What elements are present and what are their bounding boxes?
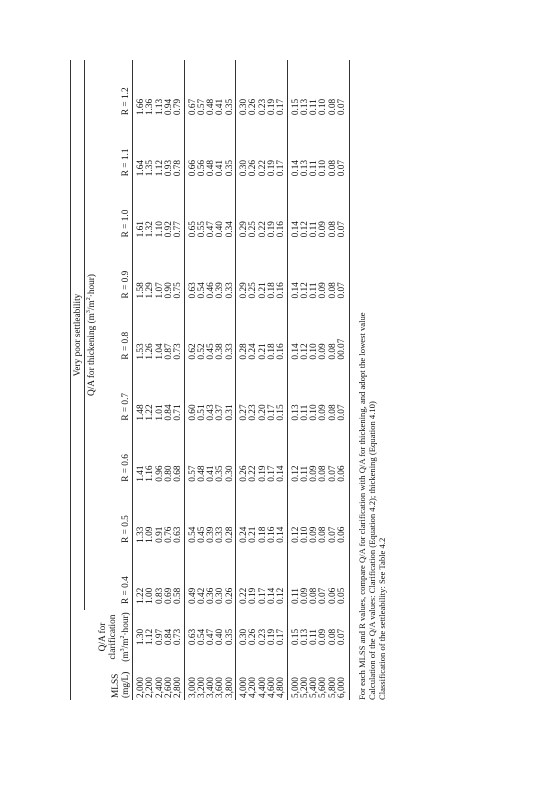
thickening-cell: 1.36 [145,98,156,116]
thickening-cell: 0.68 [173,465,184,482]
thickening-cell: 1.00 [145,587,156,604]
clarification-cell: 0.26 [248,628,259,646]
thickening-cell: 0.21 [257,282,268,299]
thickening-cell: 0.75 [173,282,184,299]
table-row [329,60,338,700]
thickening-cell: 0.21 [248,526,259,543]
thickening-cell: 1.12 [154,159,165,177]
thickening-cell: 1.04 [154,343,165,360]
header-r-value: R = 0.5 [98,488,133,549]
thickening-cell: 0.12 [299,343,310,360]
table-row [277,60,287,700]
thickening-cell: 0.17 [266,404,277,421]
table-row [198,60,207,700]
thickening-cell: 0.26 [224,587,235,604]
superheader: Very poor settleability [72,293,83,377]
thickening-cell: 0.22 [257,221,268,238]
thickening-cell: 0.96 [154,465,165,482]
thickening-cell: 0.08 [327,98,338,116]
mlss-cell: 3,400 [206,677,217,698]
thickening-cell: 0.07 [337,98,348,116]
thickening-cell: 0.13 [299,98,310,116]
clarification-cell: 0.73 [173,628,184,646]
thickening-cell: 0.41 [206,465,217,482]
mlss-cell: 4,600 [266,677,277,698]
header-mlss-line: MLSS [111,673,122,698]
thickening-cell: 1.33 [136,526,147,543]
thickening-cell: 0.30 [215,587,226,604]
thickening-cell: 0.12 [299,221,310,238]
thickening-cell: 0.37 [215,404,226,421]
thickening-cell: 0.76 [163,526,174,543]
thickening-subheader: Q/A for thickening $(m^3/m^2\cdot hour)$ [85,60,99,610]
thickening-cell: 0.10 [318,98,329,116]
note-line: For each MLSS and R values, compare Q/A for clarification with Q/A for thickening, and adopt the lowest value [357,312,368,700]
thickening-cell: 0.93 [163,159,174,177]
thickening-cell: 0.22 [257,159,268,177]
thickening-cell: 0.07 [337,159,348,177]
thickening-cell: 0.90 [163,282,174,299]
mlss-cell: 2,400 [154,677,165,698]
thickening-cell: 0.19 [248,587,259,604]
thickening-cell: 0.54 [196,282,207,299]
thickening-cell: 0.06 [327,587,338,604]
thickening-cell: 0.28 [239,343,250,360]
mlss-cell: 4,000 [239,677,250,698]
thickening-cell: 0.07 [337,404,348,421]
mlss-cell: 4,400 [257,677,268,698]
thickening-cell: 0.16 [276,343,287,360]
thickening-cell: 0.19 [266,159,277,177]
thickening-cell: 0.24 [239,526,250,543]
thickening-cell: 0.49 [187,587,198,604]
thickening-cell: 0.35 [224,159,235,177]
table-notes [358,60,387,700]
thickening-cell: 0.80 [163,465,174,482]
thickening-cell: 0.67 [187,98,198,116]
header-r-value: R = 1.1 [98,121,133,182]
clarification-cell: 1.30 [136,628,147,646]
thickening-cell: 0.12 [290,526,301,543]
note-line: Calculation of the Q/A values: Clarification (Equation 4.2); thickening (Equation 4.10) [366,401,377,700]
thickening-cell: 0.66 [187,159,198,177]
clarification-cell: 0.08 [327,628,338,646]
header-r-value: R = 1.2 [98,60,133,121]
thickening-cell: 0.73 [173,343,184,360]
thickening-cell: 0.08 [327,404,338,421]
thickening-cell: 0.17 [276,159,287,177]
thickening-cell: 0.40 [215,221,226,238]
thickening-cell: 0.56 [196,159,207,177]
thickening-cell: 0.27 [239,404,250,421]
mlss-cell: 4,800 [276,677,287,698]
clarification-cell: 0.19 [266,628,277,646]
table-row [226,60,236,700]
mlss-cell: 3,600 [215,677,226,698]
thickening-cell: 0.26 [248,98,259,116]
thickening-cell: 0.14 [276,465,287,482]
thickening-cell: 0.08 [327,343,338,360]
thickening-cell: 1.29 [145,282,156,299]
thickening-cell: 0.08 [318,465,329,482]
thickening-cell: 0.10 [309,404,320,421]
thickening-cell: 0.78 [173,159,184,177]
clarification-cell: 0.11 [309,629,320,645]
header-r-value: R = 1.0 [98,182,133,243]
note-line: Classification of the settleability: See Table 4.2 [376,537,387,700]
thickening-cell: 0.17 [257,587,268,604]
thickening-cell: 0.09 [309,526,320,543]
table-row [146,60,155,700]
thickening-cell: 0.06 [337,465,348,482]
thickening-cell: 0.41 [215,98,226,116]
table-row [319,60,328,700]
thickening-cell: 0.65 [187,221,198,238]
clarification-cell: 0.15 [290,628,301,646]
table-row [292,60,301,700]
thickening-cell: 0.12 [299,282,310,299]
thickening-cell: 0.63 [173,526,184,543]
thickening-cell: 0.15 [290,98,301,116]
thickening-cell: 0.39 [215,282,226,299]
thickening-cell: 0.29 [239,221,250,238]
thickening-cell: 0.42 [196,587,207,604]
thickening-cell: 0.08 [318,526,329,543]
thickening-cell: 0.29 [239,282,250,299]
thickening-cell: 0.33 [215,526,226,543]
thickening-cell: 0.84 [163,404,174,421]
header-r-value: R = 0.7 [98,366,133,427]
thickening-cell: 0.18 [266,343,277,360]
clarification-cell: 0.17 [276,628,287,646]
thickening-cell: 0.20 [257,404,268,421]
table-bottom-rule [347,60,350,700]
thickening-cell: 0.34 [224,221,235,238]
table-row [310,60,319,700]
mlss-cell: 4,200 [248,677,259,698]
clarification-cell: 1.12 [145,628,156,646]
thickening-cell: 0.92 [163,221,174,238]
thickening-cell: 0.45 [196,526,207,543]
thickening-cell: 0.14 [290,221,301,238]
thickening-cell: 0.09 [299,587,310,604]
header-clarification [98,610,133,664]
thickening-cell: 0.09 [318,221,329,238]
thickening-cell: 1.26 [145,343,156,360]
thickening-cell: 0.10 [309,343,320,360]
thickening-cell: 0.16 [276,221,287,238]
header-mlss [98,664,133,700]
thickening-cell: 0.54 [187,526,198,543]
clarification-cell: 0.30 [239,628,250,646]
table-row [207,60,216,700]
thickening-cell: 0.91 [154,526,165,543]
thickening-cell: 0.09 [318,404,329,421]
mlss-cell: 2,200 [145,677,156,698]
thickening-cell: 0.33 [224,282,235,299]
thickening-cell: 0.87 [163,343,174,360]
thickening-cell: 0.15 [276,404,287,421]
clarification-cell: 0.40 [215,628,226,646]
table-row [301,60,310,700]
thickening-cell: 0.31 [224,404,235,421]
thickening-cell: 1.07 [154,282,165,299]
thickening-cell: 0.17 [266,465,277,482]
thickening-cell: 0.36 [206,587,217,604]
thickening-cell: 1.58 [136,282,147,299]
header-mlss-line: (mg/L) [121,671,132,698]
thickening-cell: 1.22 [145,404,156,421]
thickening-cell: 0.21 [257,343,268,360]
thickening-cell: 1.22 [136,587,147,604]
thickening-cell: 0.07 [327,465,338,482]
thickening-cell: 0.19 [266,221,277,238]
thickening-cell: 1.64 [136,159,147,177]
thickening-cell: 0.83 [154,587,165,604]
thickening-cell: 0.11 [309,221,320,238]
thickening-cell: 0.14 [290,159,301,177]
thickening-cell: 0.30 [239,98,250,116]
thickening-cell: 0.58 [173,587,184,604]
thickening-cell: 0.13 [290,404,301,421]
thickening-cell: 0.57 [187,465,198,482]
thickening-cell: 0.11 [309,282,320,299]
mlss-cell: 2,800 [173,677,184,698]
thickening-cell: 0.69 [163,587,174,604]
clarification-cell: 0.07 [337,628,348,646]
thickening-cell: 0.47 [206,221,217,238]
thickening-cell: 0.62 [187,343,198,360]
header-r-value: R = 0.4 [98,549,133,610]
thickening-cell: 0.08 [309,587,320,604]
thickening-cell: 0.57 [196,98,207,116]
clarification-cell: 0.47 [206,628,217,646]
thickening-cell: 0.43 [206,404,217,421]
thickening-cell: 0.09 [309,465,320,482]
clarification-cell: 0.54 [196,628,207,646]
thickening-cell: 0.11 [309,160,320,177]
thickening-cell: 1.61 [136,221,147,238]
table-row [165,60,174,700]
thickening-cell: 0.11 [299,465,310,482]
rotated-table-block [70,60,440,700]
mlss-cell: 5,000 [290,677,301,698]
thickening-cell: 0.05 [337,587,348,604]
thickening-cell: 0.23 [248,404,259,421]
table-row [216,60,225,700]
thickening-cell: 0.18 [266,282,277,299]
thickening-cell: 0.71 [173,404,184,421]
thickening-cell: 1.13 [154,98,165,116]
thickening-cell: 0.25 [248,282,259,299]
thickening-cell: 1.32 [145,221,156,238]
thickening-cell: 0.38 [215,343,226,360]
thickening-cell: 0.10 [318,159,329,177]
thickening-cell: 0.51 [196,404,207,421]
thickening-cell: 0.33 [224,343,235,360]
thickening-cell: 1.53 [136,343,147,360]
thickening-cell: 1.66 [136,98,147,116]
thickening-cell: 0.08 [327,159,338,177]
clarification-cell: 0.23 [257,628,268,646]
header-clarification-line: $(m^3/m^2\cdot hour)$ [120,612,132,662]
thickening-cell: 0.39 [206,526,217,543]
thickening-cell: 0.12 [290,465,301,482]
clarification-cell: 0.13 [299,628,310,646]
table-row [338,60,347,700]
thickening-cell: 0.14 [266,587,277,604]
thickening-cell: 0.22 [248,465,259,482]
thickening-cell: 0.48 [206,159,217,177]
thickening-cell: 0.55 [196,221,207,238]
table-row [156,60,165,700]
settleability-table [70,60,350,700]
thickening-cell: 1.10 [154,221,165,238]
thickening-cell: 0.77 [173,221,184,238]
thickening-cell: 1.01 [154,404,165,421]
mlss-cell: 5,400 [309,677,320,698]
thickening-cell: 0.11 [309,99,320,116]
thickening-cell: 0.14 [290,282,301,299]
thickening-cell: 0.24 [248,343,259,360]
thickening-cell: 0.48 [206,98,217,116]
thickening-cell: 1.16 [145,465,156,482]
thickening-cell: 0.28 [224,526,235,543]
header-r-value: R = 0.8 [98,304,133,365]
thickening-cell: 0.60 [187,404,198,421]
header-clarification-line: Q/A for [98,622,108,652]
thickening-cell: 0.45 [206,343,217,360]
thickening-cell: 0.35 [215,465,226,482]
thickening-cell: 0.08 [327,282,338,299]
thickening-cell: 0.14 [276,526,287,543]
thickening-cell: 0.52 [196,343,207,360]
thickening-cell: 0.11 [299,404,310,421]
thickening-cell: 0.79 [173,98,184,116]
thickening-cell: 1.09 [145,526,156,543]
thickening-cell: 0.25 [248,221,259,238]
mlss-cell: 3,800 [224,677,235,698]
thickening-cell: 0.07 [337,282,348,299]
thickening-cell: 0.30 [239,159,250,177]
thickening-cell: 00.07 [337,338,348,360]
thickening-cell: 0.09 [318,282,329,299]
thickening-cell: 0.10 [299,526,310,543]
table-row [240,60,249,700]
table-row [268,60,277,700]
mlss-cell: 5,600 [318,677,329,698]
table-row [189,60,198,700]
table-row [137,60,146,700]
thickening-cell: 0.16 [266,526,277,543]
clarification-cell: 0.97 [154,628,165,646]
thickening-cell: 0.94 [163,98,174,116]
clarification-cell: 0.63 [187,628,198,646]
mlss-cell: 5,200 [299,677,310,698]
thickening-cell: 0.26 [248,159,259,177]
mlss-cell: 3,000 [187,677,198,698]
thickening-cell: 0.11 [290,588,301,604]
thickening-cell: 0.41 [215,159,226,177]
table-row [174,60,184,700]
thickening-cell: 0.18 [257,526,268,543]
mlss-cell: 3,200 [196,677,207,698]
thickening-cell: 0.09 [318,343,329,360]
thickening-cell: 0.16 [276,282,287,299]
clarification-cell: 0.09 [318,628,329,646]
thickening-cell: 0.07 [318,587,329,604]
table-row [249,60,258,700]
thickening-cell: 1.48 [136,404,147,421]
mlss-cell: 2,600 [163,677,174,698]
thickening-cell: 0.26 [239,465,250,482]
thickening-cell: 0.22 [239,587,250,604]
thickening-cell: 0.12 [276,587,287,604]
thickening-cell: 0.07 [337,221,348,238]
thickening-cell: 0.17 [276,98,287,116]
mlss-cell: 6,000 [337,677,348,698]
clarification-cell: 0.35 [224,628,235,646]
table-body [133,60,350,700]
header-clarification-line: clarification [108,614,118,660]
thickening-cell: 0.35 [224,98,235,116]
table-row [259,60,268,700]
thickening-cell: 0.08 [327,221,338,238]
thickening-cell: 1.41 [136,465,147,482]
header-r-value: R = 0.6 [98,427,133,488]
thickening-cell: 0.07 [327,526,338,543]
thickening-cell: 1.35 [145,159,156,177]
thickening-cell: 0.30 [224,465,235,482]
header-r-value: R = 0.9 [98,243,133,304]
thickening-cell: 0.13 [299,159,310,177]
thickening-cell: 0.23 [257,98,268,116]
clarification-cell: 0.84 [163,628,174,646]
thickening-cell: 0.19 [257,465,268,482]
mlss-cell: 5,800 [327,677,338,698]
thickening-cell: 0.19 [266,98,277,116]
thickening-cell: 0.48 [196,465,207,482]
thickening-cell: 0.14 [290,343,301,360]
thickening-cell: 0.06 [337,526,348,543]
mlss-cell: 2,000 [136,677,147,698]
thickening-cell: 0.63 [187,282,198,299]
thickening-cell: 0.46 [206,282,217,299]
